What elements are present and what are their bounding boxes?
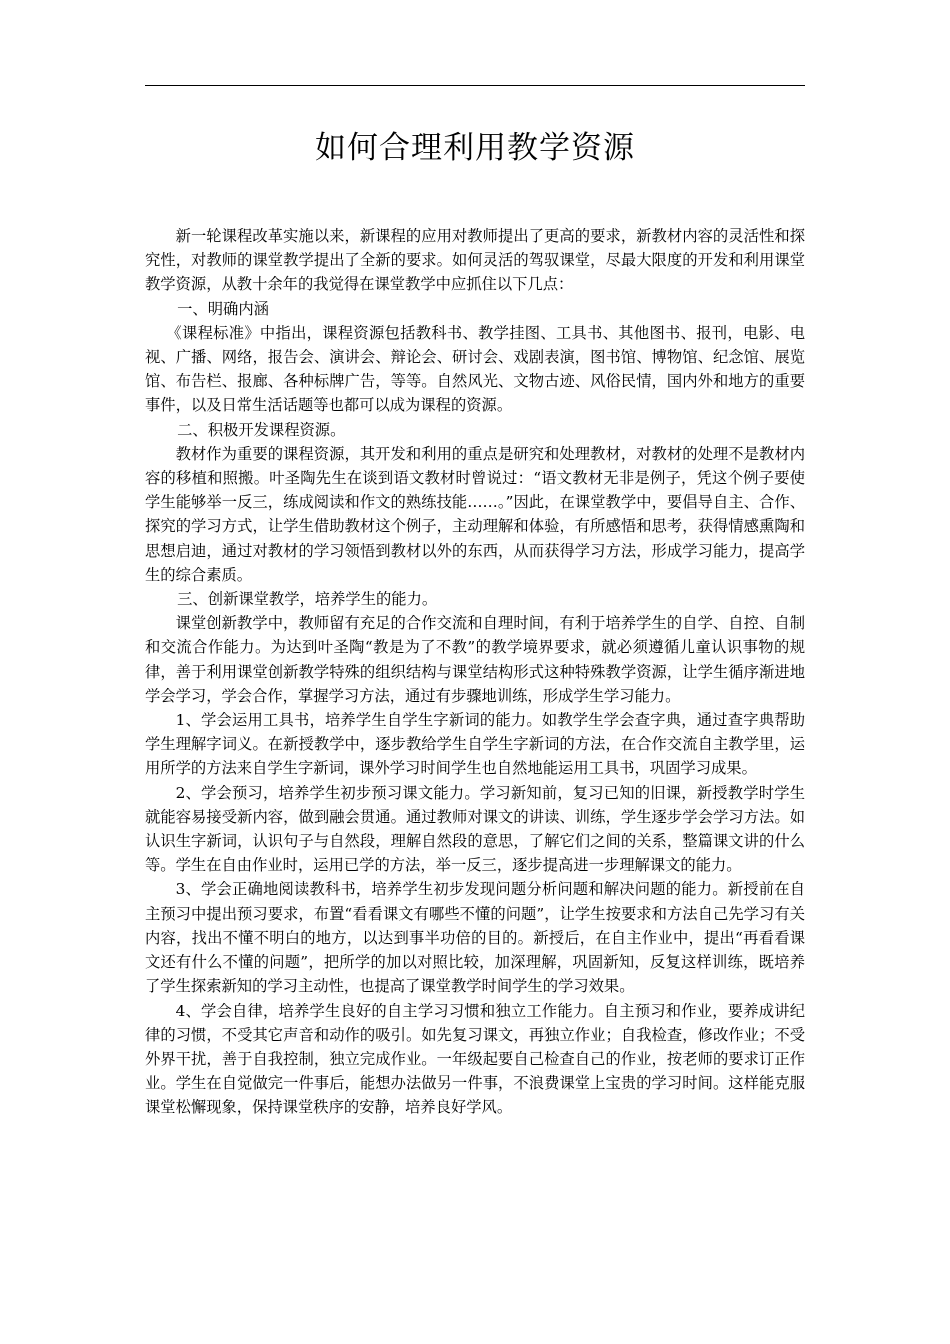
document-body [145, 224, 805, 1120]
section-heading: 一、明确内涵 [177, 299, 269, 318]
body-paragraph: 1、学会运用工具书，培养学生自学生字新词的能力。如教学生学会查字典，通过查字典帮助学生理解字词义。在新授教学中，逐步教给学生自学生字新词的方法，在合作交流自主教学里，运用所学的方法来自学生字新词，课外学习时间学生也自然地能运用工具书，巩固学习成果。 [145, 711, 805, 778]
section-heading: 二、积极开发课程资源。 [177, 420, 346, 439]
body-paragraph: 新一轮课程改革实施以来，新课程的应用对教师提出了更高的要求，新教材内容的灵活性和探究性，对教师的课堂教学提出了全新的要求。如何灵活的驾驭课堂，尽最大限度的开发和利用课堂教学资源，从教十余年的我觉得在课堂教学中应抓住以下几点： [145, 227, 805, 294]
section-heading: 三、创新课堂教学，培养学生的能力。 [177, 590, 438, 609]
body-paragraph: 课堂创新教学中，教师留有充足的合作交流和自理时间，有利于培养学生的自学、自控、自制和交流合作能力。为达到叶圣陶“教是为了不教”的教学境界要求，就必须遵循儿童认识事物的规律，善于利用课堂创新教学特殊的组织结构与课堂结构形式这种特殊教学资源，让学生循序渐进地学会学习，学会合作，掌握学习方法，通过有步骤地训练，形成学生学习能力。 [145, 614, 805, 705]
header-rule [145, 85, 805, 86]
body-paragraph: 教材作为重要的课程资源，其开发和利用的重点是研究和处理教材，对教材的处理不是教材内容的移植和照搬。叶圣陶先生在谈到语文教材时曾说过：“语文教材无非是例子，凭这个例子要使学生能够举一反三，练成阅读和作文的熟练技能……。”因此，在课堂教学中，要倡导自主、合作、探究的学习方式，让学生借助教材这个例子，主动理解和体验，有所感悟和思考，获得情感熏陶和思想启迪，通过对教材的学习领悟到教材以外的东西，从而获得学习方法，形成学习能力，提高学生的综合素质。 [145, 444, 805, 584]
body-paragraph: 2、学会预习，培养学生初步预习课文能力。学习新知前，复习已知的旧课，新授教学时学生就能容易接受新内容，做到融会贯通。通过教师对课文的讲读、训练，学生逐步学会学习方法。如认识生字新词，认识句子与自然段，理解自然段的意思，了解它们之间的关系，整篇课文讲的什么等。学生在自由作业时，运用已学的方法，举一反三，逐步提高进一步理解课文的能力。 [145, 783, 805, 875]
body-paragraph: 《课程标准》中指出，课程资源包括教科书、教学挂图、工具书、其他图书、报刊，电影、电视、广播、网络，报告会、演讲会、辩论会、研讨会、戏剧表演，图书馆、博物馆、纪念馆、展览馆、布告栏、报廊、各种标牌广告，等等。自然风光、文物古迹、风俗民情，国内外和地方的重要事件，以及日常生活话题等也都可以成为课程的资源。 [145, 323, 805, 415]
document-title: 如何合理利用教学资源 [315, 130, 635, 166]
body-paragraph: 3、学会正确地阅读教科书，培养学生初步发现问题分析问题和解决问题的能力。新授前在自主预习中提出预习要求，布置“看看课文有哪些不懂的问题”，让学生按要求和方法自己先学习有关内容，找出不懂不明白的地方，以达到事半功倍的目的。新授后，在自主作业中，提出“再看看课文还有什么不懂的问题”，把所学的加以对照比较，加深理解，巩固新知，反复这样训练，既培养了学生探索新知的学习主动性，也提高了课堂教学时间学生的学习效果。 [145, 880, 805, 996]
body-paragraph: 4、学会自律，培养学生良好的自主学习习惯和独立工作能力。自主预习和作业，要养成讲纪律的习惯，不受其它声音和动作的吸引。如先复习课文，再独立作业；自我检查，修改作业；不受外界干扰，善于自我控制，独立完成作业。一年级起要自己检查自己的作业，按老师的要求订正作业。学生在自觉做完一件事后，能想办法做另一件事，不浪费课堂上宝贵的学习时间。这样能克服课堂松懈现象，保持课堂秩序的安静，培养良好学风。 [145, 1001, 805, 1117]
